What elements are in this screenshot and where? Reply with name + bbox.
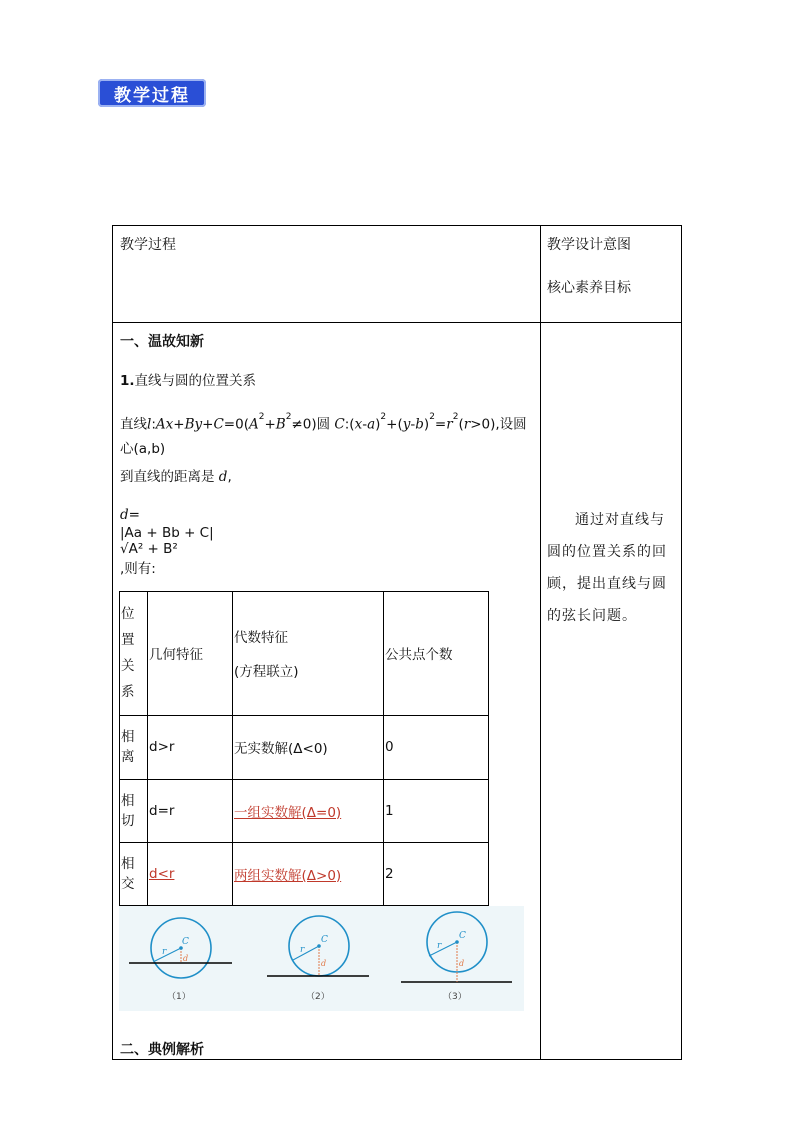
table-row xyxy=(120,779,489,842)
cell-geometry-text: d<r xyxy=(149,865,175,882)
radius-2 xyxy=(293,946,319,960)
table-row xyxy=(120,842,489,905)
header-intent-line2: 核心素养目标 xyxy=(547,280,631,296)
label-c-3: C xyxy=(459,930,466,941)
cell-count: 0 xyxy=(384,715,489,779)
d-symbol: d xyxy=(218,468,228,485)
cell-count: 1 xyxy=(384,779,489,842)
lesson-table xyxy=(112,225,682,1060)
label-r-2: r xyxy=(300,944,305,955)
header-intent-line1: 教学设计意图 xyxy=(547,237,631,253)
center-text: ,设圆心(a,b) xyxy=(120,416,527,457)
caption-2: （2） xyxy=(306,991,330,1002)
header-process: 教学过程 xyxy=(113,226,541,323)
formula-denominator: √A² + B² xyxy=(120,540,178,557)
label-r-3: r xyxy=(437,940,442,951)
relation-table xyxy=(119,591,489,906)
cell-position xyxy=(120,842,148,905)
label-c-2: C xyxy=(321,934,328,945)
cell-position-text: 相离 xyxy=(121,729,135,765)
th-position xyxy=(120,591,148,715)
radius-1 xyxy=(155,948,181,961)
section-badge: 教学过程 xyxy=(98,79,206,107)
process-content xyxy=(113,323,541,1060)
circle-label: 圆 xyxy=(316,416,331,433)
cell-count: 2 xyxy=(384,842,489,905)
intent-text: 通过对直线与圆的位置关系的回顾，提出直线与圆的弦长问题。 xyxy=(547,512,667,624)
th-algebra-line1: 代数特征 xyxy=(234,630,288,646)
cell-algebra xyxy=(233,842,384,905)
label-r-1: r xyxy=(162,946,167,957)
position-diagram-svg xyxy=(119,906,524,1011)
table-row xyxy=(120,715,489,779)
subtitle-number: 1. xyxy=(120,373,135,389)
cell-algebra-text: 两组实数解(Δ>0) xyxy=(234,867,342,884)
distance-text: 到直线的距离是 d, xyxy=(120,468,232,485)
header-intent xyxy=(541,226,682,323)
cell-geometry: d>r xyxy=(148,715,233,779)
th-position-text: 位置关系 xyxy=(121,606,135,700)
th-geometry: 几何特征 xyxy=(148,591,233,715)
subtitle-text: 直线与圆的位置关系 xyxy=(134,373,257,389)
caption-1: （1） xyxy=(167,991,191,1002)
position-diagram xyxy=(119,906,524,1011)
section1-title: 一、温故知新 xyxy=(120,334,204,350)
intent-content xyxy=(541,323,682,1060)
th-algebra xyxy=(233,591,384,715)
cell-algebra: 无实数解(Δ<0) xyxy=(233,715,384,779)
label-d-3: d xyxy=(459,958,465,968)
subtitle xyxy=(120,371,540,391)
label-d-2: d xyxy=(321,958,327,968)
cell-geometry: d=r xyxy=(148,779,233,842)
cell-algebra xyxy=(233,779,384,842)
cell-position xyxy=(120,715,148,779)
figure-intersect xyxy=(129,918,232,1002)
th-count: 公共点个数 xyxy=(384,591,489,715)
figure-separate xyxy=(401,912,512,1002)
label-c-1: C xyxy=(182,936,189,947)
cell-position-text: 相交 xyxy=(121,855,135,892)
cell-position-text: 相切 xyxy=(121,792,135,829)
label-d-1: d xyxy=(183,953,189,963)
cell-algebra-text: 一组实数解(Δ=0) xyxy=(234,804,342,821)
caption-3: （3） xyxy=(443,991,467,1002)
cell-position xyxy=(120,779,148,842)
distance-formula: d= xyxy=(120,506,140,523)
then-text: ,则有: xyxy=(120,560,156,577)
distance-label: 到直线的距离是 xyxy=(120,468,215,485)
cell-geometry xyxy=(148,842,233,905)
radius-3 xyxy=(429,942,457,956)
figure-tangent xyxy=(267,916,369,1002)
formula-numerator: |Aa + Bb + C| xyxy=(120,524,214,541)
th-algebra-line2: (方程联立) xyxy=(234,664,299,680)
line-label: 直线 xyxy=(120,416,147,433)
line-equation: 直线$l:Ax+By+C=0(A^2+B^2\ne 0)$圆 $C:(x-a)^2+(y-b)^2=r^2(r>0)$,设圆心(a,b) xyxy=(120,412,527,457)
section2-title: 二、典例解析 xyxy=(120,1041,204,1058)
